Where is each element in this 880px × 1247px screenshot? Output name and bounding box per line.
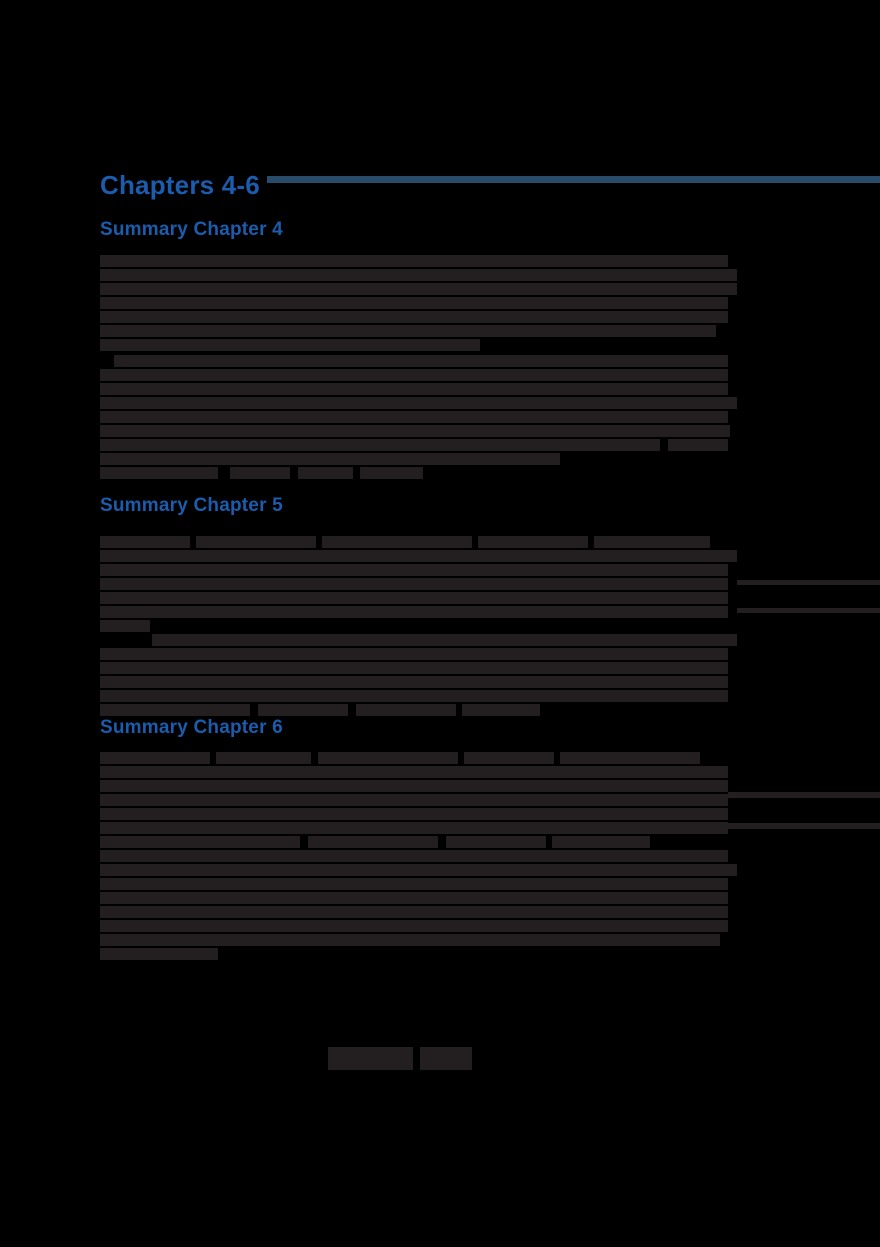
redacted-text-line: [100, 766, 728, 778]
redacted-text-line: [100, 836, 300, 848]
redacted-text-line: [100, 892, 728, 904]
redacted-text-line: [100, 311, 728, 323]
redacted-text-line: [356, 704, 456, 716]
redacted-text-line: [100, 808, 728, 820]
redacted-text-line: [100, 425, 730, 437]
redacted-text-line: [100, 878, 728, 890]
footer-bar: [420, 1047, 472, 1070]
redacted-text-line: [100, 536, 190, 548]
redacted-text-line: [100, 383, 728, 395]
redacted-text-line: [308, 836, 438, 848]
redacted-text-line: [100, 339, 480, 351]
redacted-text-line: [100, 411, 728, 423]
title-rule: [267, 176, 880, 183]
redacted-text-line: [100, 369, 728, 381]
redacted-text-line: [100, 606, 728, 618]
redacted-text-line: [100, 662, 728, 674]
page-title: Chapters 4-6: [100, 170, 260, 200]
section-heading-summary-chapter-5: Summary Chapter 5: [100, 495, 283, 516]
redacted-text-line: [446, 836, 546, 848]
redacted-text-line: [100, 592, 728, 604]
redacted-text-line: [100, 920, 728, 932]
redacted-text-line: [100, 864, 737, 876]
redacted-text-line: [100, 704, 250, 716]
redacted-text-line: [668, 439, 728, 451]
redacted-text-line: [462, 704, 540, 716]
section-heading-summary-chapter-4: Summary Chapter 4: [100, 219, 283, 240]
redacted-text-line: [100, 620, 150, 632]
redacted-text-line: [100, 283, 737, 295]
redacted-text-line: [100, 822, 728, 834]
redacted-text-line: [100, 690, 728, 702]
redacted-text-line: [100, 297, 728, 309]
redacted-text-line: [100, 780, 728, 792]
redacted-text-line: [100, 578, 728, 590]
redacted-text-line: [100, 948, 218, 960]
redacted-text-line: [100, 906, 728, 918]
redacted-text-line: [230, 467, 290, 479]
redacted-text-line: [100, 467, 218, 479]
redacted-text-line: [298, 467, 353, 479]
redacted-text-line: [100, 794, 728, 806]
redacted-text-line: [114, 355, 728, 367]
redacted-text-line: [100, 269, 737, 281]
redacted-text-line: [196, 536, 316, 548]
redacted-text-line: [100, 453, 560, 465]
redacted-text-line: [478, 536, 588, 548]
redacted-text-line: [594, 536, 710, 548]
section-heading-summary-chapter-6: Summary Chapter 6: [100, 717, 283, 738]
redacted-text-line: [258, 704, 348, 716]
redacted-text-line: [100, 550, 737, 562]
redacted-text-line: [100, 397, 737, 409]
redacted-text-line: [100, 752, 210, 764]
redacted-text-line: [100, 648, 728, 660]
bleed-strip: [737, 580, 880, 585]
bleed-strip: [737, 608, 880, 613]
redacted-text-line: [464, 752, 554, 764]
redacted-text-line: [100, 564, 728, 576]
redacted-text-line: [318, 752, 458, 764]
redacted-text-line: [552, 836, 650, 848]
redacted-text-line: [100, 439, 660, 451]
redacted-text-line: [100, 850, 728, 862]
redacted-text-line: [100, 934, 720, 946]
redacted-text-line: [216, 752, 311, 764]
redacted-text-line: [100, 255, 728, 267]
redacted-text-line: [100, 676, 728, 688]
bleed-strip: [728, 823, 880, 829]
bleed-strip: [728, 792, 880, 798]
redacted-text-line: [152, 634, 737, 646]
footer-bar: [328, 1047, 413, 1070]
redacted-text-line: [100, 325, 716, 337]
redacted-text-line: [560, 752, 700, 764]
redacted-text-line: [322, 536, 472, 548]
redacted-text-line: [360, 467, 423, 479]
